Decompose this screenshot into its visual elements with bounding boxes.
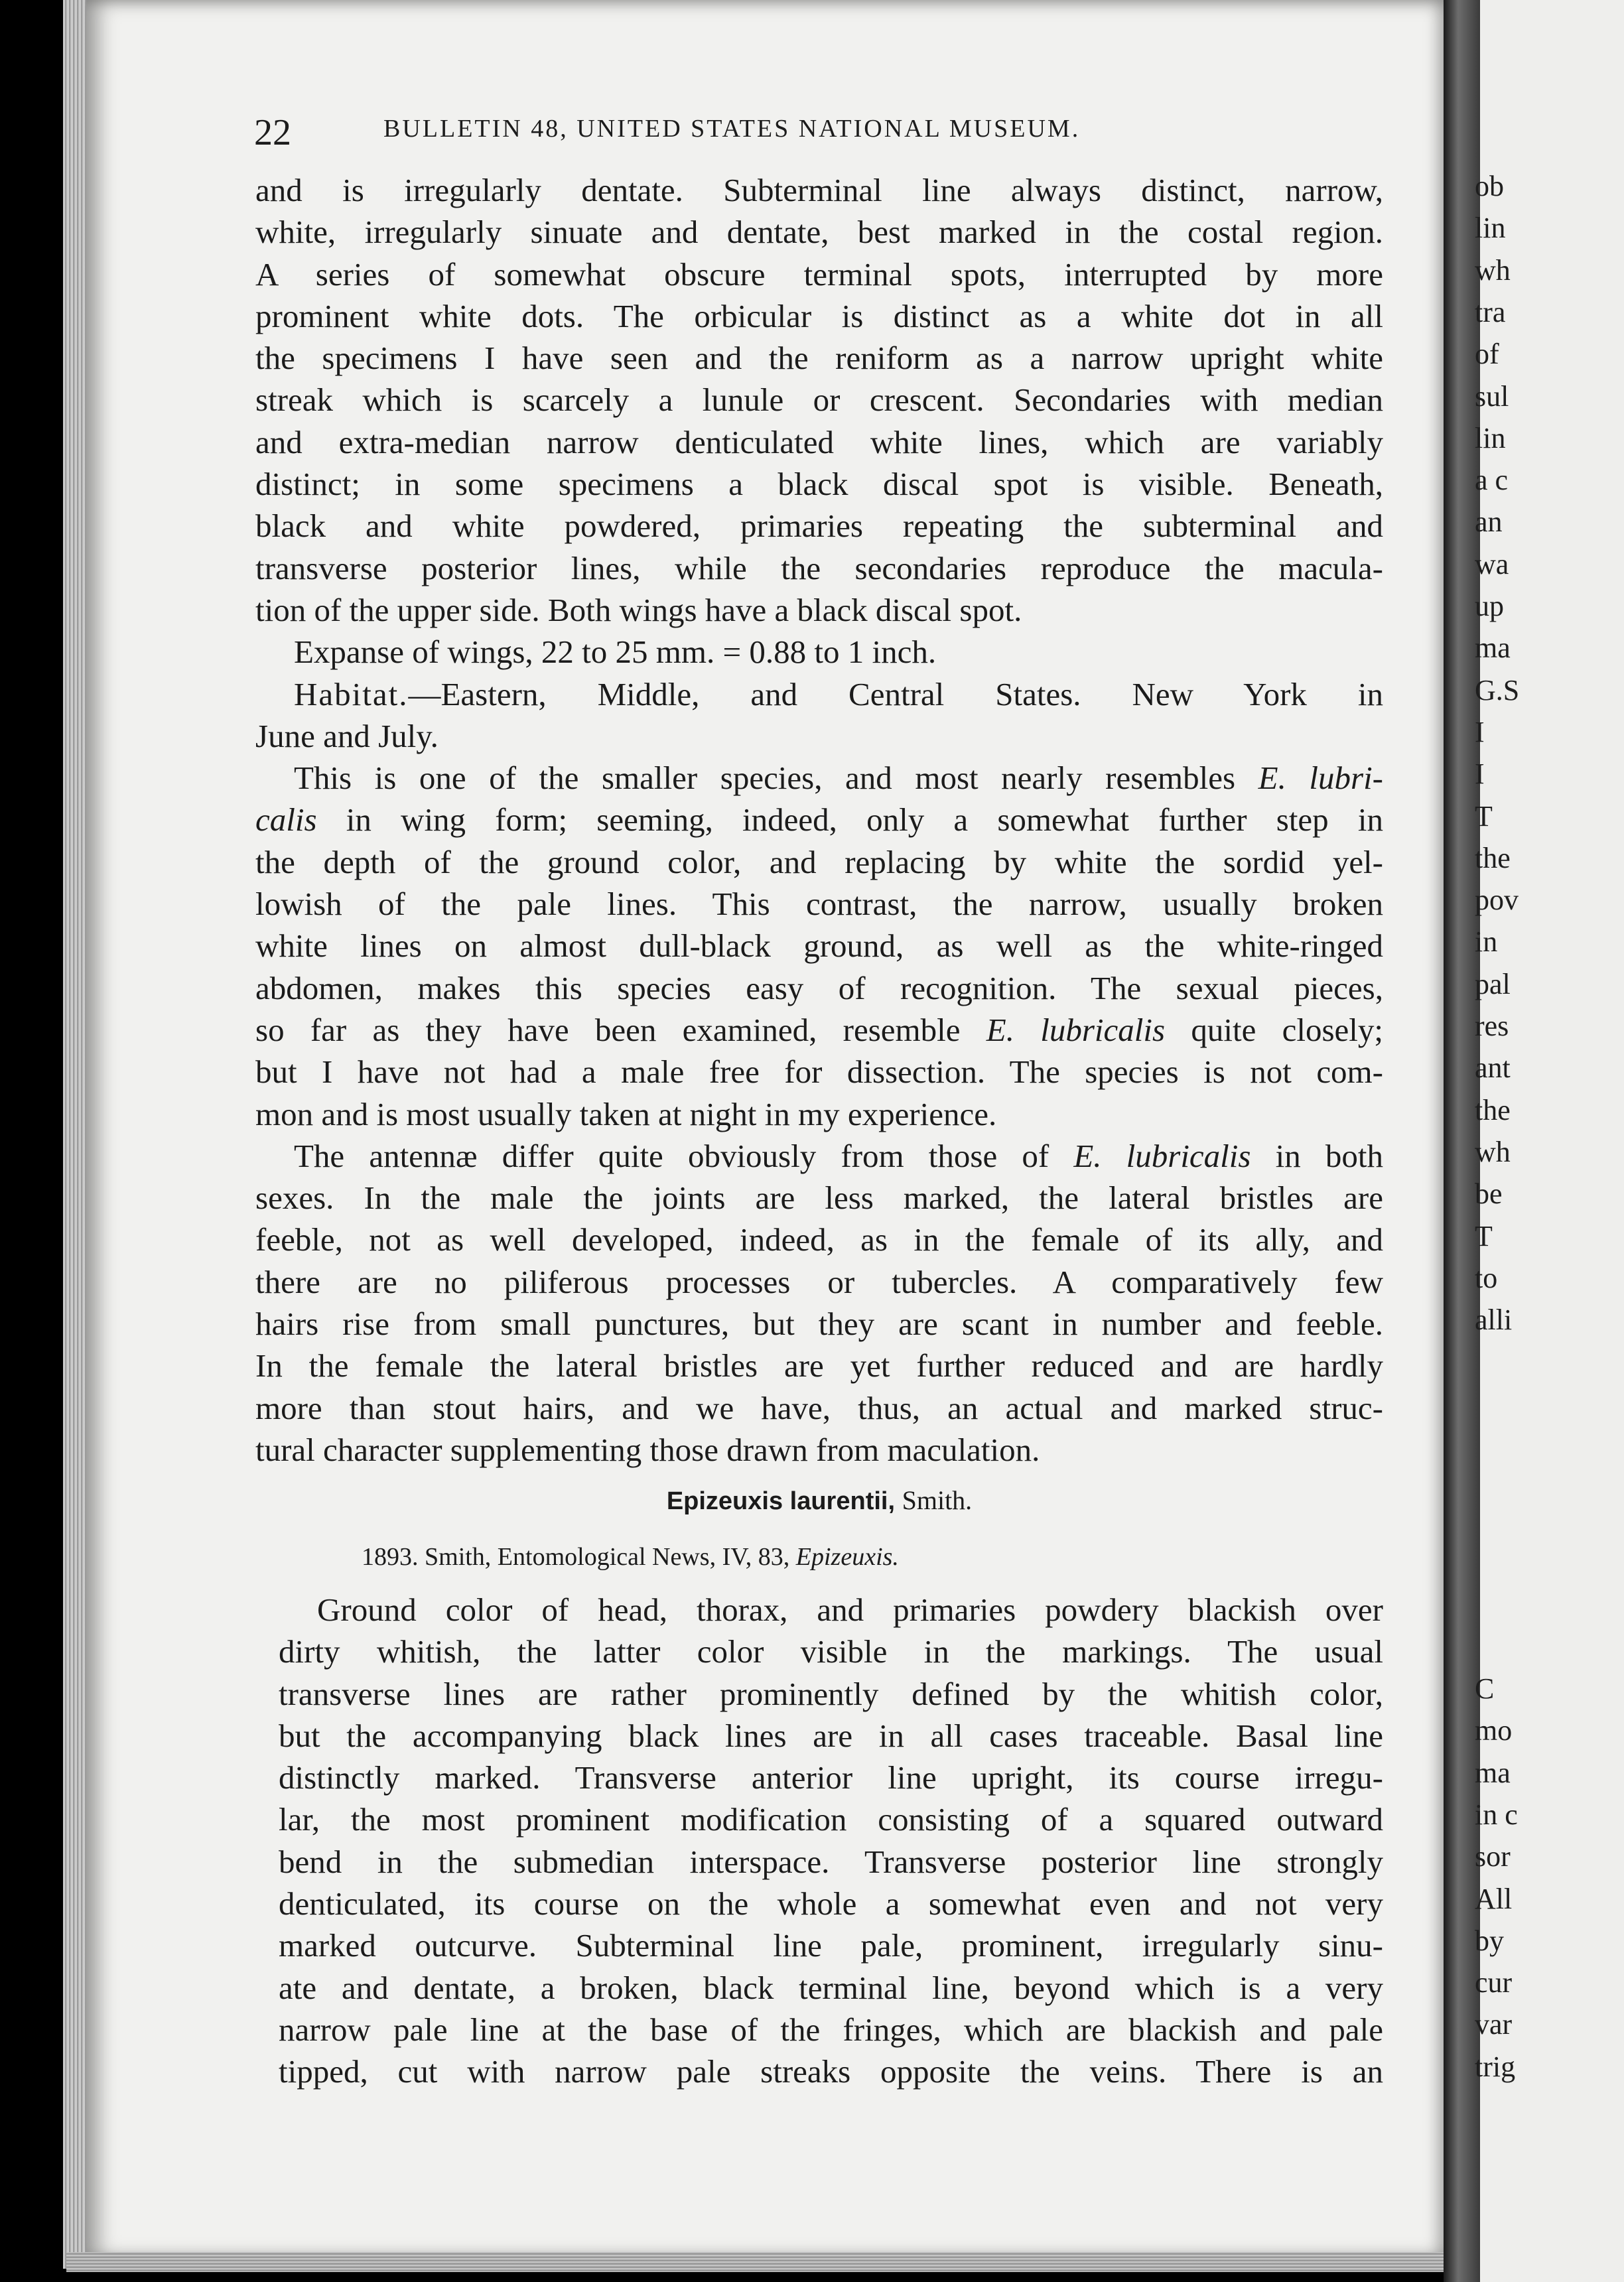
- facing-page-fragment-text: alli: [1475, 1304, 1513, 1337]
- text-line: A series of somewhat obscure terminal spots, interrupted by more: [255, 255, 1383, 293]
- text-line: abdomen, makes this species easy of recognition. The sexual pieces,: [255, 969, 1383, 1006]
- species-description: [279, 1589, 1383, 2093]
- facing-page-fragment-text: a c: [1475, 464, 1509, 497]
- facing-page-fragment-text: of: [1475, 338, 1499, 371]
- text-line: distinct; in some specimens a black discal spot is visible. Beneath,: [255, 466, 1383, 503]
- facing-page-fragment-text: in: [1475, 925, 1498, 959]
- text-span: so far as they have been examined, resemble: [255, 1011, 986, 1048]
- facing-page-fragment-text: var: [1475, 2008, 1513, 2041]
- facing-page-fragment-text: ma: [1475, 632, 1511, 665]
- text-line: tural character supplementing those drawn from maculation.: [255, 1431, 1040, 1468]
- text-line: lar, the most prominent modification consisting of a squared outward: [279, 1801, 1383, 1838]
- text-line: prominent white dots. The orbicular is distinct as a white dot in all: [255, 297, 1383, 334]
- text-line: streak which is scarcely a lunule or crescent. Secondaries with median: [255, 381, 1383, 419]
- text-span: in both: [1251, 1137, 1383, 1174]
- facing-page-fragment-text: ob: [1475, 170, 1504, 202]
- bottom-page-edge: [66, 2252, 1453, 2272]
- facing-page-fragment-text: lin: [1475, 421, 1506, 454]
- text-line: In the female the lateral bristles are yet further reduced and are hardly: [255, 1347, 1383, 1384]
- text-line: lowish of the pale lines. This contrast, the narrow, usually broken: [255, 886, 1383, 923]
- species-heading-author: Smith.: [902, 1485, 973, 1515]
- text-line: white, irregularly sinuate and dentate, best marked in the costal region.: [255, 214, 1383, 251]
- facing-page-fragment-text: T: [1475, 1219, 1493, 1252]
- text-line: distinctly marked. Transverse anterior line upright, its course irregu-: [279, 1759, 1383, 1796]
- habitat-line-2: June and July.: [255, 717, 439, 754]
- text-line: white lines on almost dull-black ground, as well as the white-ringed: [255, 927, 1383, 965]
- species-name: E. lubricalis: [986, 1011, 1166, 1048]
- text-line: feeble, not as well developed, indeed, as in the female of its ally, and: [255, 1221, 1383, 1258]
- facing-page-fragment-text: in c: [1475, 1798, 1518, 1831]
- facing-page-fragment-text: the: [1475, 1093, 1511, 1126]
- facing-page-text: [1475, 0, 1624, 2282]
- text-line: [255, 1009, 1383, 1051]
- text-line: [255, 757, 1383, 799]
- text-line: more than stout hairs, and we have, thus, an actual and marked struc-: [255, 1389, 1383, 1426]
- page-number: 22: [254, 112, 291, 153]
- text-line: hairs rise from small punctures, but they are scant in number and feeble.: [255, 1306, 1383, 1343]
- facing-page-fragment-text: ant: [1475, 1051, 1511, 1085]
- text-line: the specimens I have seen and the reniform as a narrow upright white: [255, 340, 1383, 377]
- text-line: sexes. In the male the joints are less marked, the lateral bristles are: [255, 1179, 1383, 1217]
- citation-genus: Epizeuxis.: [795, 1543, 899, 1571]
- text-span: This is one of the smaller species, and most nearly resembles: [294, 760, 1258, 797]
- species-name: E. lubricalis: [1073, 1137, 1251, 1174]
- facing-page-fragment-text: T: [1475, 799, 1493, 833]
- text-line: transverse lines are rather prominently defined by the whitish color,: [279, 1675, 1383, 1712]
- facing-page-fragment-text: ma: [1475, 1756, 1511, 1789]
- text-line: mon and is most usually taken at night in my experience.: [255, 1095, 997, 1132]
- habitat-label: Habitat.: [294, 675, 409, 712]
- text-line: but I have not had a male free for dissection. The species is not com-: [255, 1053, 1383, 1091]
- text-span: The antennæ differ quite obviously from those of: [294, 1137, 1074, 1174]
- text-line: tipped, cut with narrow pale streaks opposite the veins. There is an: [279, 2053, 1383, 2090]
- species-name: E. lubri-: [1258, 760, 1384, 797]
- facing-page-fragment-text: wa: [1475, 547, 1509, 580]
- citation: [362, 1542, 899, 1572]
- text-line: narrow pale line at the base of the fringes, which are blackish and pale: [279, 2011, 1383, 2048]
- text-line: and is irregularly dentate. Subterminal line always distinct, narrow,: [255, 172, 1383, 208]
- facing-page-fragment-text: the: [1475, 841, 1511, 874]
- species-name: calis: [255, 801, 317, 839]
- facing-page-fragment-text: G.S: [1475, 673, 1520, 706]
- facing-page-fragment: [1475, 0, 1624, 2282]
- text-line: but the accompanying black lines are in all cases traceable. Basal line: [279, 1717, 1383, 1754]
- facing-page-fragment-text: pov: [1475, 884, 1519, 917]
- running-head: BULLETIN 48, UNITED STATES NATIONAL MUSEUM.: [383, 115, 1081, 143]
- text-line: denticulated, its course on the whole a somewhat even and not very: [279, 1885, 1383, 1922]
- facing-page-fragment-text: trig: [1475, 2050, 1516, 2083]
- facing-page-fragment-text: res: [1475, 1010, 1509, 1042]
- text-line: and extra-median narrow denticulated white lines, which are variably: [255, 423, 1383, 460]
- text-line: dirty whitish, the latter color visible in the markings. The usual: [279, 1633, 1383, 1670]
- text-line: tion of the upper side. Both wings have a black discal spot.: [255, 591, 1022, 628]
- text-line: bend in the submedian interspace. Transverse posterior line strongly: [279, 1843, 1383, 1880]
- facing-page-fragment-text: cur: [1475, 1966, 1513, 1999]
- page-edge-stack: [63, 0, 90, 2269]
- habitat-text: —Eastern, Middle, and Central States. New York in: [408, 675, 1383, 712]
- facing-page-fragment-text: sor: [1475, 1840, 1511, 1873]
- text-line: transverse posterior lines, while the secondaries reproduce the macula-: [255, 549, 1383, 586]
- facing-page-fragment-text: I: [1475, 715, 1485, 748]
- facing-page-fragment-text: mo: [1475, 1714, 1513, 1747]
- facing-page-fragment-text: All: [1475, 1882, 1513, 1915]
- text-line: ate and dentate, a broken, black terminal line, beyond which is a very: [279, 1969, 1383, 2006]
- text-span: quite closely;: [1165, 1011, 1383, 1048]
- species-heading-name: Epizeuxis laurentii,: [666, 1487, 896, 1515]
- facing-page-fragment-text: I: [1475, 758, 1485, 791]
- expanse-line: Expanse of wings, 22 to 25 mm. = 0.88 to 1 inch.: [294, 634, 937, 671]
- facing-page-fragment-text: an: [1475, 505, 1503, 539]
- facing-page-fragment-text: wh: [1475, 1135, 1511, 1168]
- facing-page-fragment-text: by: [1475, 1924, 1504, 1957]
- facing-page-fragment-text: tra: [1475, 295, 1506, 328]
- text-line: Ground color of head, thorax, and primaries powdery blackish over: [317, 1591, 1383, 1628]
- species-heading: [255, 1485, 1383, 1516]
- text-line: black and white powdered, primaries repeating the subterminal and: [255, 507, 1383, 545]
- text-line: marked outcurve. Subterminal line pale, prominent, irregularly sinu-: [279, 1927, 1383, 1964]
- facing-page-fragment-text: lin: [1475, 212, 1506, 245]
- text-span: in wing form; seeming, indeed, only a somewhat further step in: [316, 801, 1383, 839]
- text-line: [255, 799, 1383, 840]
- facing-page-fragment-text: be: [1475, 1177, 1503, 1211]
- citation-text: 1893. Smith, Entomological News, IV, 83,: [362, 1543, 796, 1571]
- page-header: [254, 100, 1229, 153]
- facing-page-fragment-text: C: [1475, 1672, 1495, 1705]
- habitat-line: [255, 673, 1383, 715]
- facing-page-fragment-text: sul: [1475, 379, 1509, 413]
- facing-page-fragment-text: pal: [1475, 967, 1511, 1000]
- main-text: [255, 169, 1383, 1471]
- facing-page-fragment-text: to: [1475, 1261, 1498, 1294]
- text-line: the depth of the ground color, and replacing by white the sordid yel-: [255, 843, 1383, 880]
- text-line: there are no piliferous processes or tubercles. A comparatively few: [255, 1263, 1383, 1300]
- facing-page-fragment-text: wh: [1475, 253, 1511, 287]
- text-line: [255, 1135, 1383, 1177]
- facing-page-fragment-text: up: [1475, 590, 1504, 622]
